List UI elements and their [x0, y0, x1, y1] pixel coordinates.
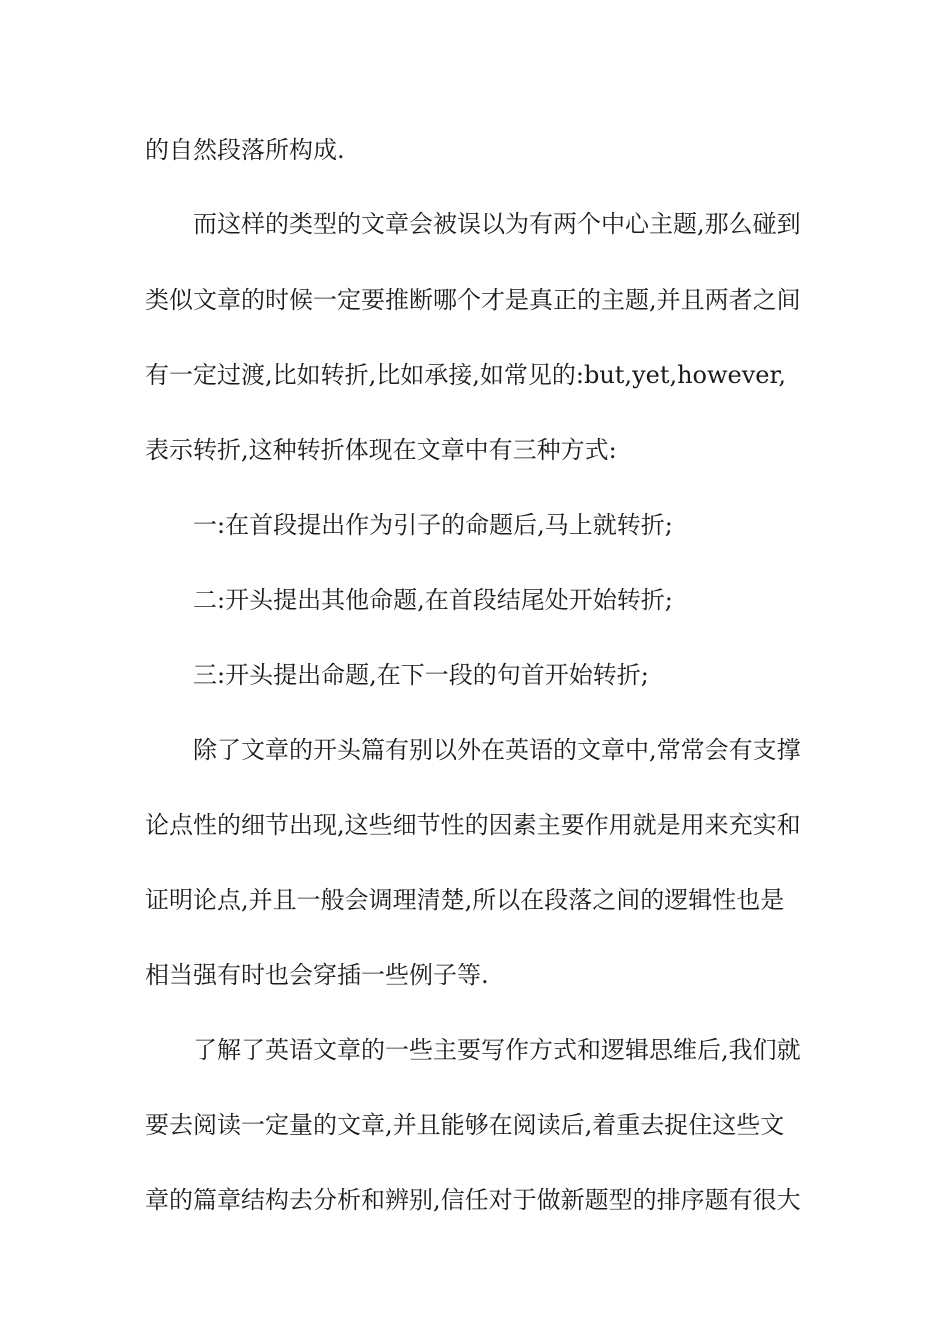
text-line-15: 章的篇章结构去分析和辨别,信任对于做新题型的排序题有很大 — [145, 1186, 801, 1214]
text-line-3: 类似文章的时候一定要推断哪个才是真正的主题,并且两者之间 — [145, 286, 801, 314]
text-line-11: 证明论点,并且一般会调理清楚,所以在段落之间的逻辑性也是 — [145, 886, 785, 914]
text-line-13: 了解了英语文章的一些主要写作方式和逻辑思维后,我们就 — [193, 1036, 801, 1064]
text-line-2: 而这样的类型的文章会被误以为有两个中心主题,那么碰到 — [193, 210, 801, 238]
text-line-6: 一:在首段提出作为引子的命题后,马上就转折; — [193, 511, 673, 539]
text-line-14: 要去阅读一定量的文章,并且能够在阅读后,着重去捉住这些文 — [145, 1111, 785, 1139]
text-line-12: 相当强有时也会穿插一些例子等. — [145, 961, 489, 989]
text-line-7: 二:开头提出其他命题,在首段结尾处开始转折; — [193, 586, 673, 614]
text-line-4: 有一定过渡,比如转折,比如承接,如常见的:but,yet,however, — [145, 361, 786, 389]
text-line-9: 除了文章的开头篇有别以外在英语的文章中,常常会有支撑 — [193, 736, 801, 764]
text-line-5: 表示转折,这种转折体现在文章中有三种方式: — [145, 436, 617, 464]
text-line-10: 论点性的细节出现,这些细节性的因素主要作用就是用来充实和 — [145, 811, 801, 839]
text-line-8: 三:开头提出命题,在下一段的句首开始转折; — [193, 661, 649, 689]
text-line-1: 的自然段落所构成. — [145, 136, 345, 164]
